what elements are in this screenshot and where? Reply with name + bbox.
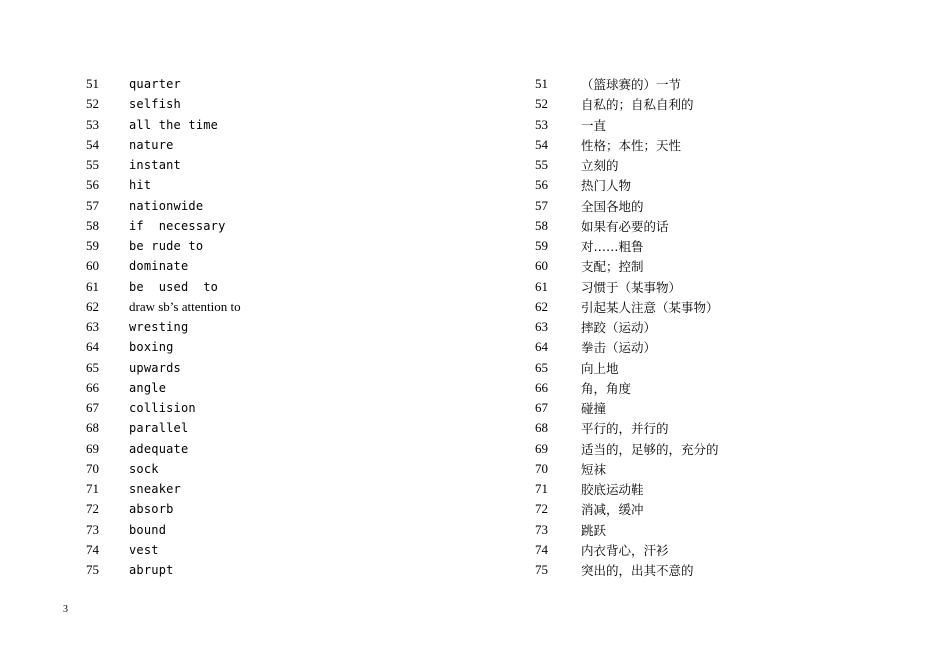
chinese-meaning: 引起某人注意（某事物） — [581, 299, 719, 315]
english-word: instant — [129, 158, 181, 173]
vocab-row — [86, 358, 416, 378]
english-word: nationwide — [129, 198, 204, 213]
meaning-row — [535, 560, 865, 580]
vocab-row — [86, 378, 416, 398]
item-number: 64 — [86, 339, 99, 355]
chinese-meaning: 热门人物 — [581, 178, 632, 194]
item-number: 52 — [86, 96, 99, 112]
vocab-row — [86, 135, 416, 155]
chinese-meaning: 性格；本性；天性 — [581, 137, 682, 153]
item-number: 56 — [86, 177, 99, 193]
chinese-meaning: 适当的，足够的，充分的 — [581, 441, 719, 457]
vocab-row — [86, 256, 416, 276]
english-word: boxing — [129, 340, 174, 355]
item-number: 58 — [535, 217, 548, 233]
vocab-row — [86, 560, 416, 580]
chinese-meaning: 一直 — [581, 117, 607, 133]
item-number: 61 — [86, 278, 99, 294]
meaning-row — [535, 196, 865, 216]
meaning-row — [535, 358, 865, 378]
english-word: dominate — [129, 259, 189, 274]
item-number: 53 — [86, 116, 99, 132]
vocab-row — [86, 175, 416, 195]
chinese-meaning: 角，角度 — [581, 380, 632, 396]
meaning-row — [535, 277, 865, 297]
page-number: 3 — [63, 604, 68, 615]
vocab-row — [86, 520, 416, 540]
chinese-meaning: 支配；控制 — [581, 259, 644, 275]
meaning-row — [535, 337, 865, 357]
item-number: 54 — [86, 136, 99, 152]
vocab-row — [86, 317, 416, 337]
chinese-meaning: 碰撞 — [581, 401, 607, 417]
chinese-meaning: 短袜 — [581, 461, 607, 477]
english-word: abrupt — [129, 563, 174, 578]
vocab-row — [86, 439, 416, 459]
item-number: 74 — [535, 541, 548, 557]
meaning-row — [535, 236, 865, 256]
vocab-row — [86, 74, 416, 94]
meaning-row — [535, 94, 865, 114]
item-number: 57 — [535, 197, 548, 213]
item-number: 69 — [535, 440, 548, 456]
meaning-row — [535, 520, 865, 540]
chinese-meaning: 拳击（运动） — [581, 340, 657, 356]
item-number: 72 — [535, 501, 548, 517]
vocab-row — [86, 277, 416, 297]
meaning-row — [535, 378, 865, 398]
item-number: 63 — [86, 319, 99, 335]
vocab-row — [86, 196, 416, 216]
meaning-row — [535, 499, 865, 519]
english-word: wresting — [129, 320, 189, 335]
english-word: be used to — [129, 279, 219, 294]
meaning-row — [535, 459, 865, 479]
item-number: 59 — [86, 238, 99, 254]
chinese-meaning: 如果有必要的话 — [581, 218, 669, 234]
item-number: 59 — [535, 238, 548, 254]
item-number: 63 — [535, 319, 548, 335]
meaning-row — [535, 115, 865, 135]
meaning-row — [535, 216, 865, 236]
meaning-row — [535, 135, 865, 155]
item-number: 67 — [86, 400, 99, 416]
item-number: 75 — [86, 562, 99, 578]
chinese-meaning: 消减，缓冲 — [581, 502, 644, 518]
item-number: 60 — [535, 258, 548, 274]
meaning-row — [535, 398, 865, 418]
vocab-row — [86, 499, 416, 519]
vocab-row — [86, 398, 416, 418]
item-number: 68 — [535, 420, 548, 436]
chinese-meaning: 内衣背心，汗衫 — [581, 542, 669, 558]
item-number: 61 — [535, 278, 548, 294]
item-number: 51 — [86, 76, 99, 92]
english-word: parallel — [129, 421, 189, 436]
meaning-row — [535, 155, 865, 175]
english-word: be rude to — [129, 239, 204, 254]
meaning-row — [535, 74, 865, 94]
vocab-row — [86, 236, 416, 256]
meaning-row — [535, 256, 865, 276]
english-word: absorb — [129, 502, 174, 517]
chinese-meaning: 对……粗鲁 — [581, 239, 644, 255]
item-number: 55 — [86, 157, 99, 173]
item-number: 54 — [535, 136, 548, 152]
english-word: hit — [129, 178, 152, 193]
item-number: 70 — [535, 460, 548, 476]
item-number: 66 — [535, 379, 548, 395]
meaning-row — [535, 418, 865, 438]
item-number: 52 — [535, 96, 548, 112]
item-number: 73 — [535, 521, 548, 537]
item-number: 56 — [535, 177, 548, 193]
english-word: angle — [129, 380, 167, 395]
item-number: 58 — [86, 217, 99, 233]
vocab-row — [86, 459, 416, 479]
english-word: collision — [129, 401, 196, 416]
item-number: 66 — [86, 379, 99, 395]
item-number: 51 — [535, 76, 548, 92]
vocab-row — [86, 337, 416, 357]
chinese-meaning: 习惯于（某事物） — [581, 279, 682, 295]
item-number: 65 — [535, 359, 548, 375]
item-number: 75 — [535, 562, 548, 578]
english-word: nature — [129, 137, 174, 152]
english-word: vest — [129, 542, 159, 557]
item-number: 65 — [86, 359, 99, 375]
chinese-meaning: 自私的；自私自利的 — [581, 97, 694, 113]
meaning-row — [535, 439, 865, 459]
meaning-row — [535, 540, 865, 560]
vocab-row — [86, 297, 416, 317]
vocab-row — [86, 540, 416, 560]
vocab-row — [86, 115, 416, 135]
item-number: 74 — [86, 541, 99, 557]
meaning-row — [535, 317, 865, 337]
item-number: 53 — [535, 116, 548, 132]
item-number: 73 — [86, 521, 99, 537]
item-number: 64 — [535, 339, 548, 355]
vocab-row — [86, 479, 416, 499]
chinese-meaning-list — [535, 74, 865, 580]
item-number: 71 — [86, 481, 99, 497]
english-word-list — [86, 74, 416, 580]
vocab-row — [86, 155, 416, 175]
english-word: adequate — [129, 441, 189, 456]
item-number: 67 — [535, 400, 548, 416]
english-word: all the time — [129, 117, 219, 132]
english-word: selfish — [129, 97, 181, 112]
item-number: 69 — [86, 440, 99, 456]
item-number: 60 — [86, 258, 99, 274]
english-word: sneaker — [129, 482, 181, 497]
item-number: 72 — [86, 501, 99, 517]
english-word: sock — [129, 461, 159, 476]
chinese-meaning: 跳跃 — [581, 522, 607, 538]
meaning-row — [535, 297, 865, 317]
item-number: 62 — [535, 298, 548, 314]
meaning-row — [535, 479, 865, 499]
vocab-row — [86, 94, 416, 114]
english-word: upwards — [129, 360, 181, 375]
chinese-meaning: 向上地 — [581, 360, 619, 376]
item-number: 68 — [86, 420, 99, 436]
english-word: bound — [129, 522, 167, 537]
item-number: 55 — [535, 157, 548, 173]
chinese-meaning: （篮球赛的）一节 — [581, 77, 682, 93]
english-word: quarter — [129, 77, 181, 92]
item-number: 57 — [86, 197, 99, 213]
item-number: 70 — [86, 460, 99, 476]
chinese-meaning: 立刻的 — [581, 158, 619, 174]
chinese-meaning: 突出的，出其不意的 — [581, 563, 694, 579]
chinese-meaning: 胶底运动鞋 — [581, 482, 644, 498]
vocab-row — [86, 418, 416, 438]
chinese-meaning: 全国各地的 — [581, 198, 644, 214]
chinese-meaning: 摔跤（运动） — [581, 320, 657, 336]
english-word: if necessary — [129, 218, 226, 233]
english-word: draw sb’s attention to — [129, 298, 241, 314]
chinese-meaning: 平行的，并行的 — [581, 421, 669, 437]
meaning-row — [535, 175, 865, 195]
item-number: 71 — [535, 481, 548, 497]
item-number: 62 — [86, 298, 99, 314]
vocab-row — [86, 216, 416, 236]
